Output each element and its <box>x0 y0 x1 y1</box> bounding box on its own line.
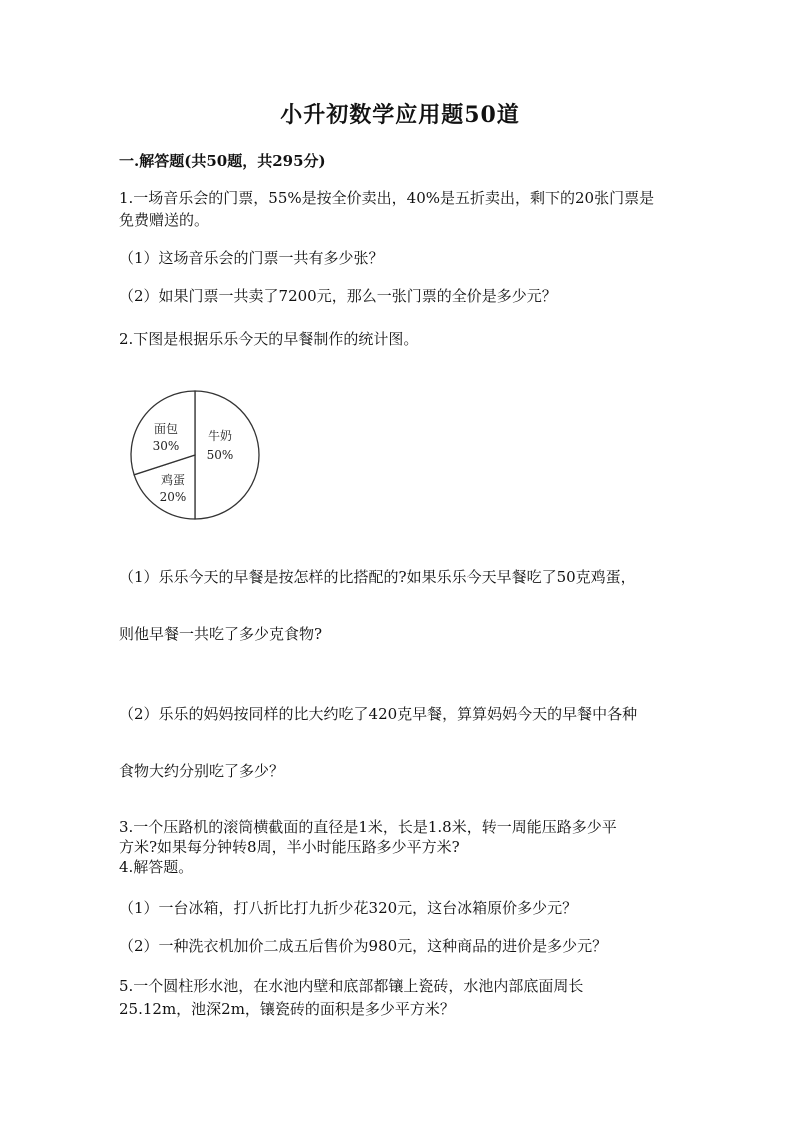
pie-label-egg-name: 鸡蛋 <box>160 473 186 487</box>
q3-line1: 3.一个压路机的滚筒横截面的直径是1米，长是1.8米，转一周能压路多少平 <box>119 818 617 836</box>
q1-part2: （2）如果门票一共卖了7200元，那么一张门票的全价是多少元？ <box>119 287 557 305</box>
q2-stem: 2.下图是根据乐乐今天的早餐制作的统计图。 <box>119 330 419 348</box>
q4-part1: （1）一台冰箱，打八折比打九折少花320元，这台冰箱原价多少元？ <box>119 899 578 917</box>
q5-line2: 25.12m，池深2m，镶瓷砖的面积是多少平方米？ <box>119 1000 455 1018</box>
breakfast-pie-chart <box>128 388 262 522</box>
q4-stem: 4.解答题。 <box>119 858 194 876</box>
q1-stem-line2: 免费赠送的。 <box>119 211 210 229</box>
q3-line2: 方米?如果每分钟转8周，半小时能压路多少平方米? <box>119 838 460 856</box>
q5-line1: 5.一个圆柱形水池，在水池内壁和底部都镶上瓷砖，水池内部底面周长 <box>119 977 584 995</box>
q4-part2: （2）一种洗衣机加价二成五后售价为980元，这种商品的进价是多少元？ <box>119 937 608 955</box>
q2-part2-line1: （2）乐乐的妈妈按同样的比大约吃了420克早餐，算算妈妈今天的早餐中各种 <box>119 705 638 723</box>
pie-svg <box>128 388 262 522</box>
pie-label-bread-name: 面包 <box>153 422 179 436</box>
pie-label-egg-pct: 20% <box>159 490 187 504</box>
q1-part1: （1）这场音乐会的门票一共有多少张？ <box>119 249 384 267</box>
section-heading: 一.解答题(共50题，共295分) <box>119 152 326 170</box>
pie-label-milk-name: 牛奶 <box>207 429 233 443</box>
q1-stem-line1: 1.一场音乐会的门票，55%是按全价卖出，40%是五折卖出，剩下的20张门票是 <box>119 189 655 207</box>
pie-label-bread-pct: 30% <box>152 439 180 453</box>
pie-label-milk-pct: 50% <box>206 448 234 462</box>
q2-part1-line2: 则他早餐一共吃了多少克食物? <box>119 625 323 643</box>
page-title: 小升初数学应用题50道 <box>280 102 520 128</box>
q2-part2-line2: 食物大约分别吃了多少？ <box>119 762 285 780</box>
q2-part1-line1: （1）乐乐今天的早餐是按怎样的比搭配的?如果乐乐今天早餐吃了50克鸡蛋， <box>119 568 636 586</box>
